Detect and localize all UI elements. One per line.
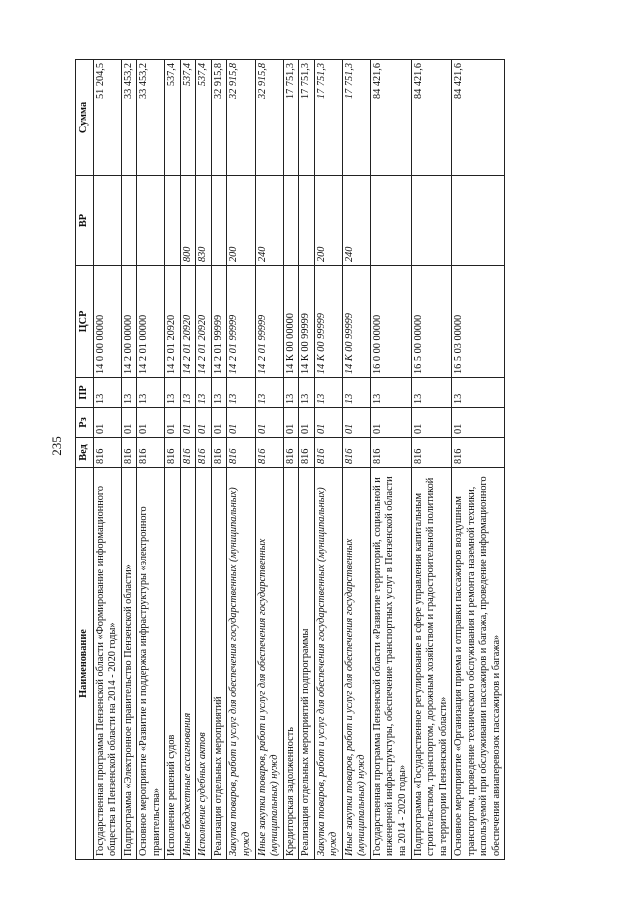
cell-rz: 01: [342, 408, 370, 438]
cell-ved: 816: [121, 438, 137, 468]
table-row: [137, 60, 165, 860]
budget-table: [75, 59, 505, 860]
cell-rz: 01: [196, 408, 212, 438]
table-row: [411, 60, 452, 860]
cell-name: Закупка товаров, работ и услуг для обеспечения государственных (муниципальных) нужд: [227, 468, 255, 860]
table-row: [314, 60, 342, 860]
cell-sum: 17 751,3: [342, 60, 370, 176]
cell-vr: [370, 176, 411, 266]
table-row: [283, 60, 299, 860]
cell-pr: 13: [227, 378, 255, 408]
cell-csr: 14 К 00 99999: [342, 266, 370, 378]
cell-pr: 13: [196, 378, 212, 408]
cell-sum: 84 421,6: [411, 60, 452, 176]
cell-sum: 537,4: [165, 60, 181, 176]
cell-sum: 84 421,6: [370, 60, 411, 176]
cell-vr: [165, 176, 181, 266]
cell-ved: 816: [370, 438, 411, 468]
header-vr: ВР: [76, 176, 94, 266]
cell-name: Подпрограмма «Электронное правительство Пензенской области»: [121, 468, 137, 860]
cell-csr: 16 5 03 00000: [452, 266, 505, 378]
header-csr: ЦСР: [76, 266, 94, 378]
cell-name: Исполнение решений судов: [165, 468, 181, 860]
cell-ved: 816: [93, 438, 121, 468]
cell-pr: 13: [370, 378, 411, 408]
cell-sum: 33 453,2: [137, 60, 165, 176]
cell-name: Основное мероприятие «Организация приема и отправки пассажиров воздушным транспортом, проведение технического обслуживания и ремонта наземной техники, используемой при обслуживании пассажиров и багажа, проведение информационного обеспечения авиаперевозок пассажиров и багажа»: [452, 468, 505, 860]
table-row: [93, 60, 121, 860]
cell-vr: [411, 176, 452, 266]
cell-csr: 14 2 01 20920: [180, 266, 196, 378]
table-row: [255, 60, 283, 860]
cell-csr: 14 К 00 99999: [299, 266, 315, 378]
cell-rz: 01: [93, 408, 121, 438]
cell-ved: 816: [196, 438, 212, 468]
cell-vr: 240: [255, 176, 283, 266]
cell-ved: 816: [180, 438, 196, 468]
cell-ved: 816: [227, 438, 255, 468]
cell-csr: 14 2 01 00000: [137, 266, 165, 378]
cell-vr: [93, 176, 121, 266]
header-name: Наименование: [76, 468, 94, 860]
cell-ved: 816: [411, 438, 452, 468]
table-row: [299, 60, 315, 860]
cell-sum: 537,4: [180, 60, 196, 176]
header-ved: Вед: [76, 438, 94, 468]
cell-rz: 01: [227, 408, 255, 438]
cell-rz: 01: [121, 408, 137, 438]
cell-name: Кредиторская задолженность: [283, 468, 299, 860]
cell-csr: 14 2 01 20920: [165, 266, 181, 378]
page-number: 235: [49, 436, 64, 456]
header-pr: ПР: [76, 378, 94, 408]
cell-vr: [283, 176, 299, 266]
cell-ved: 816: [342, 438, 370, 468]
cell-csr: 16 5 00 00000: [411, 266, 452, 378]
cell-sum: 32 915,8: [227, 60, 255, 176]
table-row: [165, 60, 181, 860]
cell-pr: 13: [299, 378, 315, 408]
header-sum: Сумма: [76, 60, 94, 176]
cell-pr: 13: [93, 378, 121, 408]
table-body: [93, 60, 505, 860]
table-header-row: [76, 60, 94, 860]
cell-name: Основное мероприятие «Развитие и поддержка инфраструктуры «электронного правительства»: [137, 468, 165, 860]
cell-rz: 01: [411, 408, 452, 438]
cell-sum: 32 915,8: [255, 60, 283, 176]
cell-name: Подпрограмма «Государственное регулирование в сфере управления капитальным строительством, транспортом, дорожным хозяйством и градостроительной политикой на территории Пензенской области»: [411, 468, 452, 860]
cell-rz: 01: [452, 408, 505, 438]
cell-name: Иные бюджетные ассигнования: [180, 468, 196, 860]
cell-ved: 816: [211, 438, 227, 468]
cell-sum: 17 751,3: [299, 60, 315, 176]
cell-name: Исполнение судебных актов: [196, 468, 212, 860]
cell-ved: 816: [165, 438, 181, 468]
cell-vr: [121, 176, 137, 266]
cell-csr: 14 2 01 99999: [255, 266, 283, 378]
cell-vr: [452, 176, 505, 266]
cell-rz: 01: [137, 408, 165, 438]
table-row: [211, 60, 227, 860]
cell-ved: 816: [452, 438, 505, 468]
cell-pr: 13: [121, 378, 137, 408]
cell-csr: 16 0 00 00000: [370, 266, 411, 378]
cell-sum: 32 915,8: [211, 60, 227, 176]
cell-rz: 01: [180, 408, 196, 438]
cell-pr: 13: [314, 378, 342, 408]
cell-csr: 14 К 00 00000: [283, 266, 299, 378]
table-row: [180, 60, 196, 860]
cell-pr: 13: [211, 378, 227, 408]
table-row: [227, 60, 255, 860]
cell-rz: 01: [283, 408, 299, 438]
cell-vr: [211, 176, 227, 266]
cell-vr: 800: [180, 176, 196, 266]
rotated-page-content: [75, 60, 615, 860]
cell-csr: 14 2 01 99999: [227, 266, 255, 378]
cell-name: Реализация отдельных мероприятий подпрограммы: [299, 468, 315, 860]
cell-csr: 14 2 00 00000: [121, 266, 137, 378]
cell-pr: 13: [165, 378, 181, 408]
cell-vr: 830: [196, 176, 212, 266]
cell-ved: 816: [299, 438, 315, 468]
cell-name: Государственная программа Пензенской области «Формирование информационного общества в Пензенской области на 2014 - 2020 годы»: [93, 468, 121, 860]
cell-csr: 14 К 00 99999: [314, 266, 342, 378]
cell-name: Реализация отдельных мероприятий: [211, 468, 227, 860]
cell-pr: 13: [180, 378, 196, 408]
cell-name: Иные закупки товаров, работ и услуг для обеспечения государственных (муниципальных) нужд: [342, 468, 370, 860]
cell-rz: 01: [370, 408, 411, 438]
cell-sum: 537,4: [196, 60, 212, 176]
cell-ved: 816: [255, 438, 283, 468]
cell-rz: 01: [165, 408, 181, 438]
cell-sum: 84 421,6: [452, 60, 505, 176]
cell-rz: 01: [299, 408, 315, 438]
cell-vr: 240: [342, 176, 370, 266]
cell-vr: 200: [314, 176, 342, 266]
cell-rz: 01: [314, 408, 342, 438]
cell-rz: 01: [211, 408, 227, 438]
cell-ved: 816: [283, 438, 299, 468]
table-row: [370, 60, 411, 860]
cell-pr: 13: [255, 378, 283, 408]
table-row: [342, 60, 370, 860]
cell-ved: 816: [314, 438, 342, 468]
cell-sum: 51 204,5: [93, 60, 121, 176]
cell-vr: [299, 176, 315, 266]
cell-csr: 14 2 01 99999: [211, 266, 227, 378]
cell-ved: 816: [137, 438, 165, 468]
cell-pr: 13: [452, 378, 505, 408]
header-rz: Рз: [76, 408, 94, 438]
table-row: [452, 60, 505, 860]
cell-csr: 14 2 01 20920: [196, 266, 212, 378]
cell-name: Государственная программа Пензенской области «Развитие территорий, социальной и инженерной инфраструктуры, обеспечение транспортных услуг в Пензенской области на 2014 - 2020 годы»: [370, 468, 411, 860]
cell-csr: 14 0 00 00000: [93, 266, 121, 378]
cell-vr: [137, 176, 165, 266]
cell-sum: 33 453,2: [121, 60, 137, 176]
cell-pr: 13: [137, 378, 165, 408]
cell-name: Закупка товаров, работ и услуг для обеспечения государственных (муниципальных) нужд: [314, 468, 342, 860]
table-row: [121, 60, 137, 860]
cell-sum: 17 751,3: [283, 60, 299, 176]
cell-name: Иные закупки товаров, работ и услуг для обеспечения государственных (муниципальных) нужд: [255, 468, 283, 860]
cell-vr: 200: [227, 176, 255, 266]
cell-pr: 13: [411, 378, 452, 408]
cell-rz: 01: [255, 408, 283, 438]
cell-sum: 17 751,3: [314, 60, 342, 176]
cell-pr: 13: [283, 378, 299, 408]
cell-pr: 13: [342, 378, 370, 408]
table-row: [196, 60, 212, 860]
